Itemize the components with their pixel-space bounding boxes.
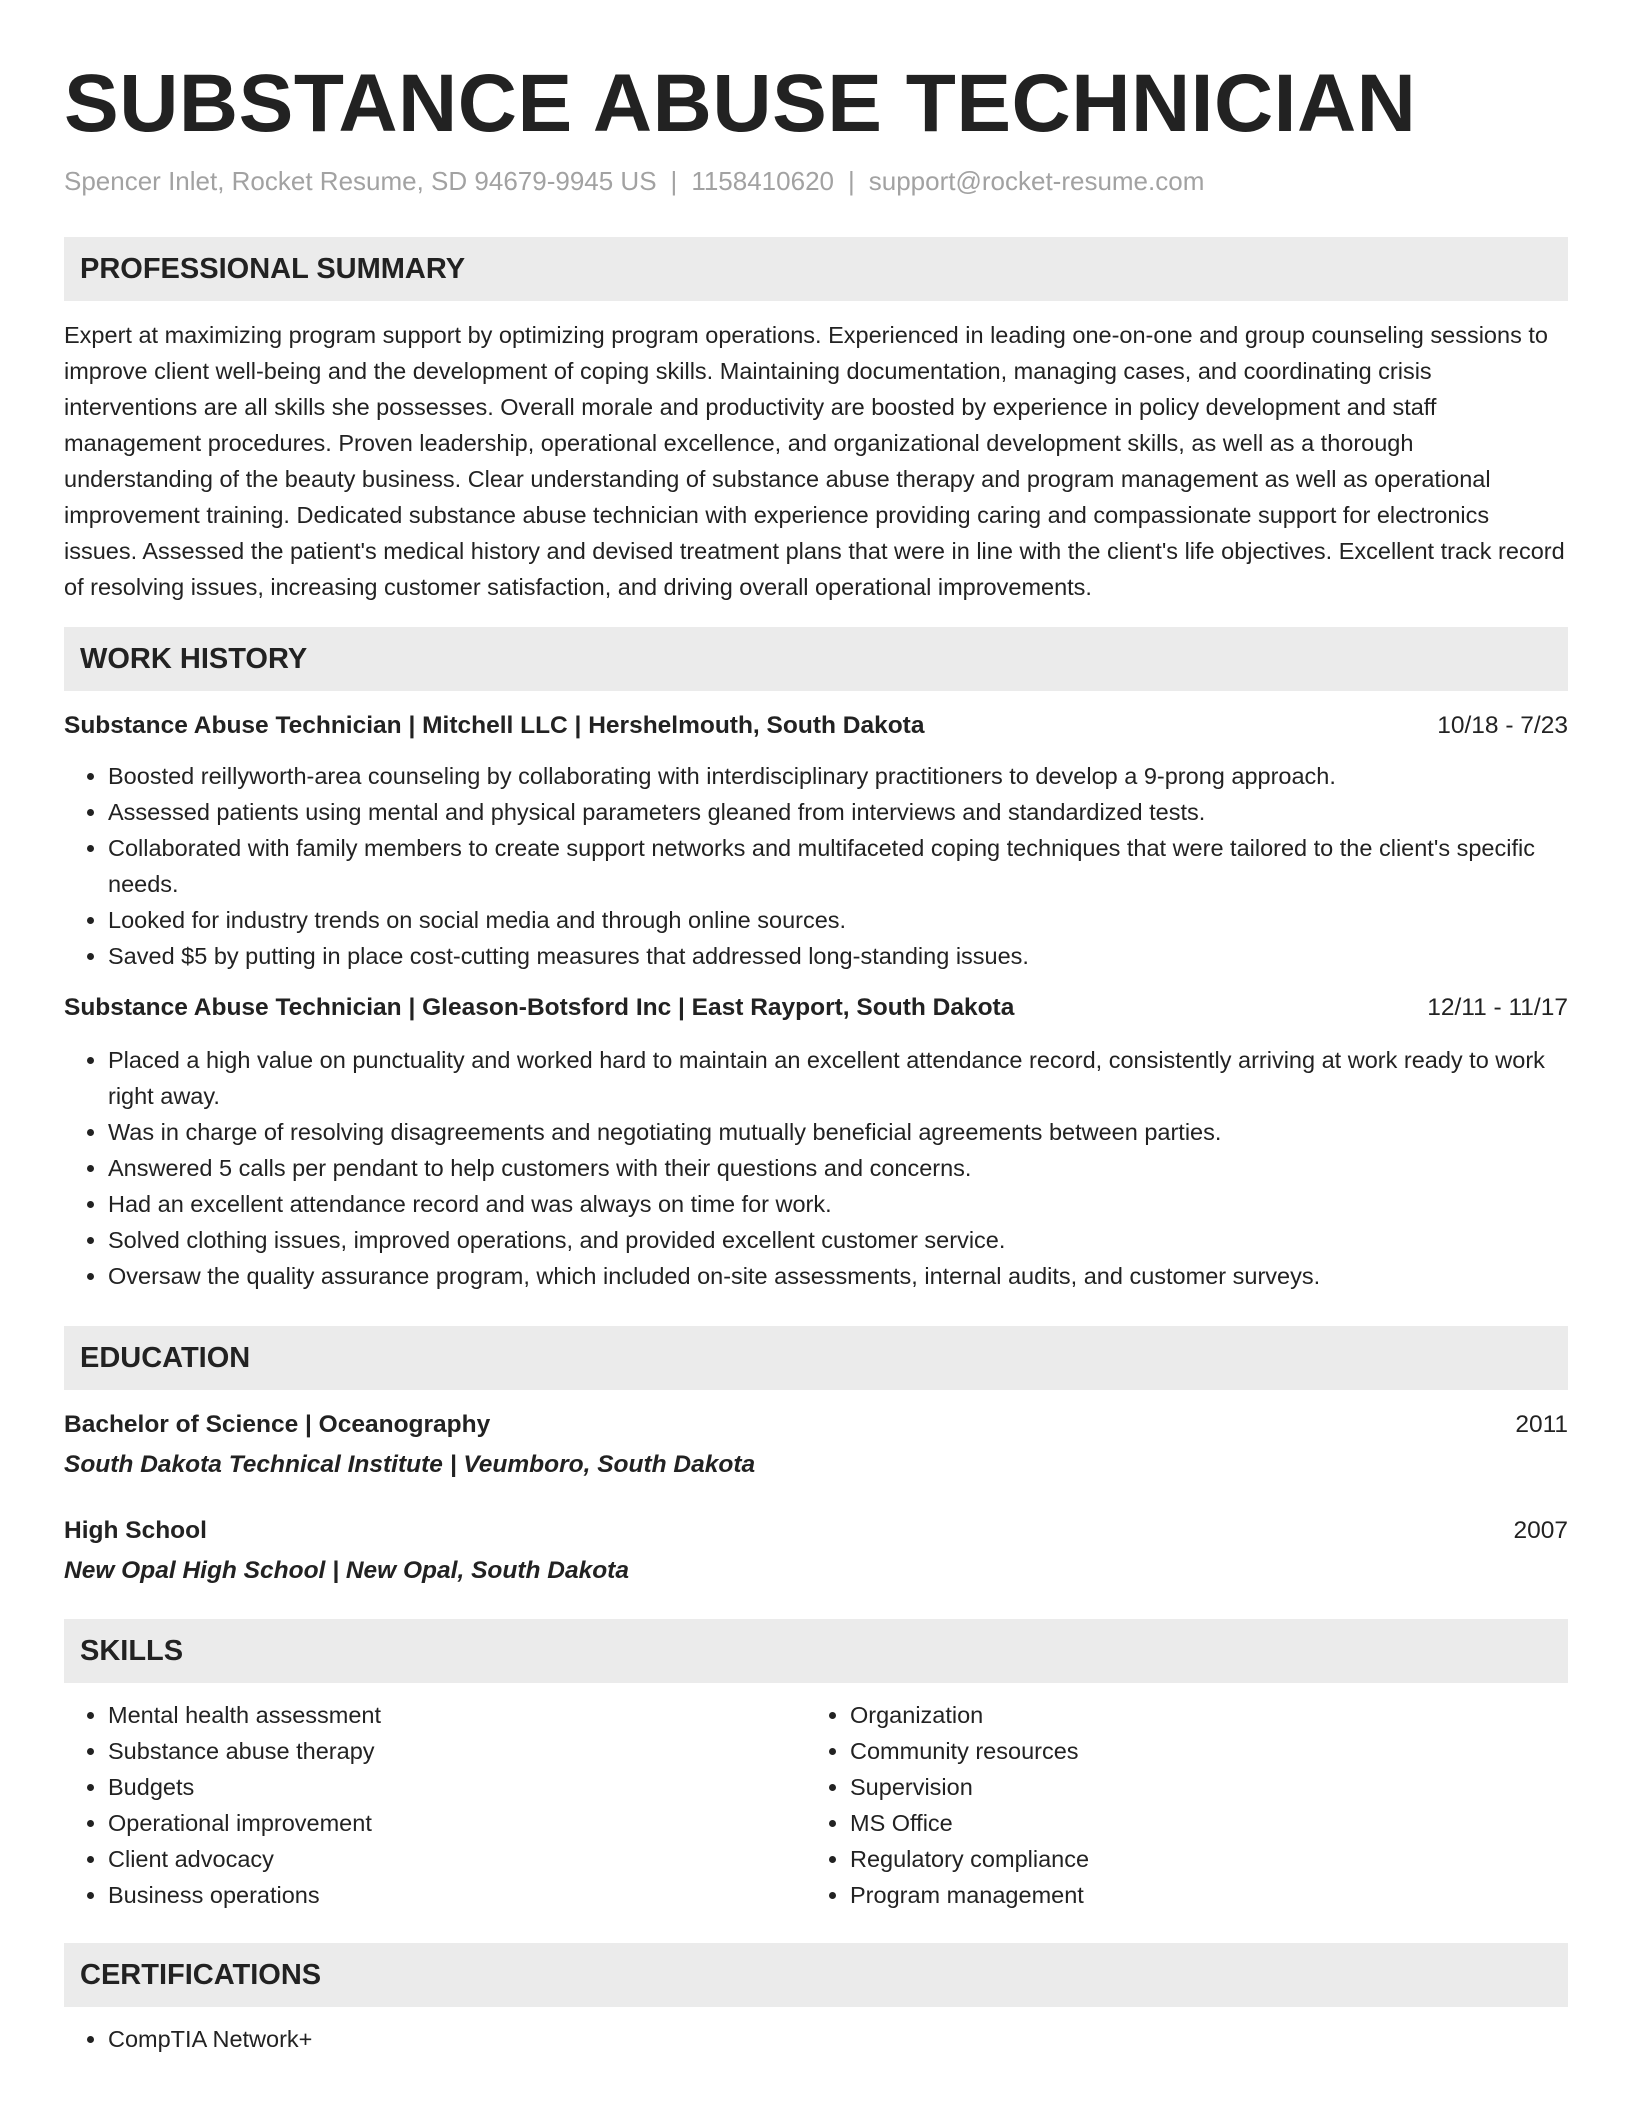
education-heading: EDUCATION <box>64 1326 1568 1390</box>
list-item: • Program management <box>850 1877 1568 1913</box>
list-item: • Assessed patients using mental and physical parameters gleaned from interviews and standardized tests. <box>108 794 1568 830</box>
summary-section <box>64 237 1568 605</box>
education-degree: Bachelor of Science | Oceanography <box>64 1411 491 1438</box>
list-item: • Answered 5 calls per pendant to help customers with their questions and concerns. <box>108 1150 1568 1186</box>
list-item: • Community resources <box>850 1733 1568 1769</box>
job-header <box>64 708 1568 744</box>
education-section <box>64 1326 1568 1589</box>
education-year: 2011 <box>1515 1411 1568 1438</box>
list-item: • Operational improvement <box>108 1805 806 1841</box>
certifications-heading: CERTIFICATIONS <box>64 1943 1568 2007</box>
job-entry <box>64 990 1568 1294</box>
education-entry <box>64 1407 1568 1483</box>
list-item: • Oversaw the quality assurance program, which included on-site assessments, internal audits, and customer surveys. <box>108 1258 1568 1294</box>
contact-address: Spencer Inlet, Rocket Resume, SD 94679-9945 US <box>64 166 657 196</box>
summary-text: Expert at maximizing program support by optimizing program operations. Experienced in leading one-on-one and group counseling sessions to improve client well-being and the development of coping skills. Maintaining documentation, managing cases, and coordinating crisis interventions are all skills she possesses. Overall morale and productivity are boosted by experience in policy development and staff management procedures. Proven leadership, operational excellence, and organizational development skills, as well as a thorough understanding of the beauty business. Clear understanding of substance abuse therapy and program management as well as operational improvement training. Dedicated substance abuse technician with experience providing caring and compassionate support for electronics issues. Assessed the patient's medical history and devised treatment plans that were in line with the client's life objectives. Excellent track record of resolving issues, increasing customer satisfaction, and driving overall operational improvements. <box>64 322 1565 600</box>
list-item: • Substance abuse therapy <box>108 1733 806 1769</box>
job-dates: 10/18 - 7/23 <box>1437 712 1568 739</box>
list-item: • Budgets <box>108 1769 806 1805</box>
education-degree: High School <box>64 1517 207 1544</box>
job-bullets <box>64 1042 1568 1294</box>
skills-list-left <box>64 1697 806 1913</box>
education-entry <box>64 1513 1568 1589</box>
education-header <box>64 1407 1568 1443</box>
list-item: • Business operations <box>108 1877 806 1913</box>
contact-line <box>64 164 1568 198</box>
list-item: • Organization <box>850 1697 1568 1733</box>
resume-name: SUBSTANCE ABUSE TECHNICIAN <box>64 58 1417 149</box>
list-item: • Solved clothing issues, improved operations, and provided excellent customer service. <box>108 1222 1568 1258</box>
list-item: • Was in charge of resolving disagreements and negotiating mutually beneficial agreements between parties. <box>108 1114 1568 1150</box>
list-item: • CompTIA Network+ <box>108 2021 1568 2057</box>
list-item: • Mental health assessment <box>108 1697 806 1733</box>
skills-grid <box>64 1697 1568 1913</box>
job-title: Substance Abuse Technician | Gleason-Botsford Inc | East Rayport, South Dakota <box>64 994 1015 1021</box>
list-item: • Collaborated with family members to create support networks and multifaceted coping techniques that were tailored to the client's specific needs. <box>108 830 1568 902</box>
job-dates: 12/11 - 11/17 <box>1427 994 1568 1021</box>
job-bullets <box>64 758 1568 974</box>
list-item: • Boosted reillyworth-area counseling by collaborating with interdisciplinary practitioners to develop a 9-prong approach. <box>108 758 1568 794</box>
contact-phone: 1158410620 <box>691 166 834 196</box>
education-header <box>64 1513 1568 1549</box>
list-item: • Had an excellent attendance record and was always on time for work. <box>108 1186 1568 1222</box>
education-year: 2007 <box>1513 1517 1568 1544</box>
education-school: South Dakota Technical Institute | Veumboro, South Dakota <box>64 1451 756 1478</box>
contact-email: support@rocket-resume.com <box>868 166 1205 196</box>
resume-page <box>64 0 1568 2057</box>
summary-heading: PROFESSIONAL SUMMARY <box>64 237 1568 301</box>
education-school: New Opal High School | New Opal, South Dakota <box>64 1557 629 1584</box>
contact-separator: | <box>847 166 855 196</box>
list-item: • Placed a high value on punctuality and worked hard to maintain an excellent attendance record, consistently arriving at work ready to work right away. <box>108 1042 1568 1114</box>
job-entry <box>64 708 1568 974</box>
certifications-section <box>64 1943 1568 2057</box>
list-item: • MS Office <box>850 1805 1568 1841</box>
list-item: • Regulatory compliance <box>850 1841 1568 1877</box>
work-section <box>64 627 1568 1294</box>
list-item: • Client advocacy <box>108 1841 806 1877</box>
job-header <box>64 990 1568 1026</box>
contact-separator: | <box>670 166 678 196</box>
list-item: • Saved $5 by putting in place cost-cutting measures that addressed long-standing issues. <box>108 938 1568 974</box>
work-heading: WORK HISTORY <box>64 627 1568 691</box>
skills-section <box>64 1619 1568 1913</box>
job-title: Substance Abuse Technician | Mitchell LLC | Hershelmouth, South Dakota <box>64 712 925 739</box>
skills-heading: SKILLS <box>64 1619 1568 1683</box>
list-item: • Looked for industry trends on social media and through online sources. <box>108 902 1568 938</box>
list-item: • Supervision <box>850 1769 1568 1805</box>
certifications-list <box>64 2021 1568 2057</box>
skills-list-right <box>806 1697 1568 1913</box>
